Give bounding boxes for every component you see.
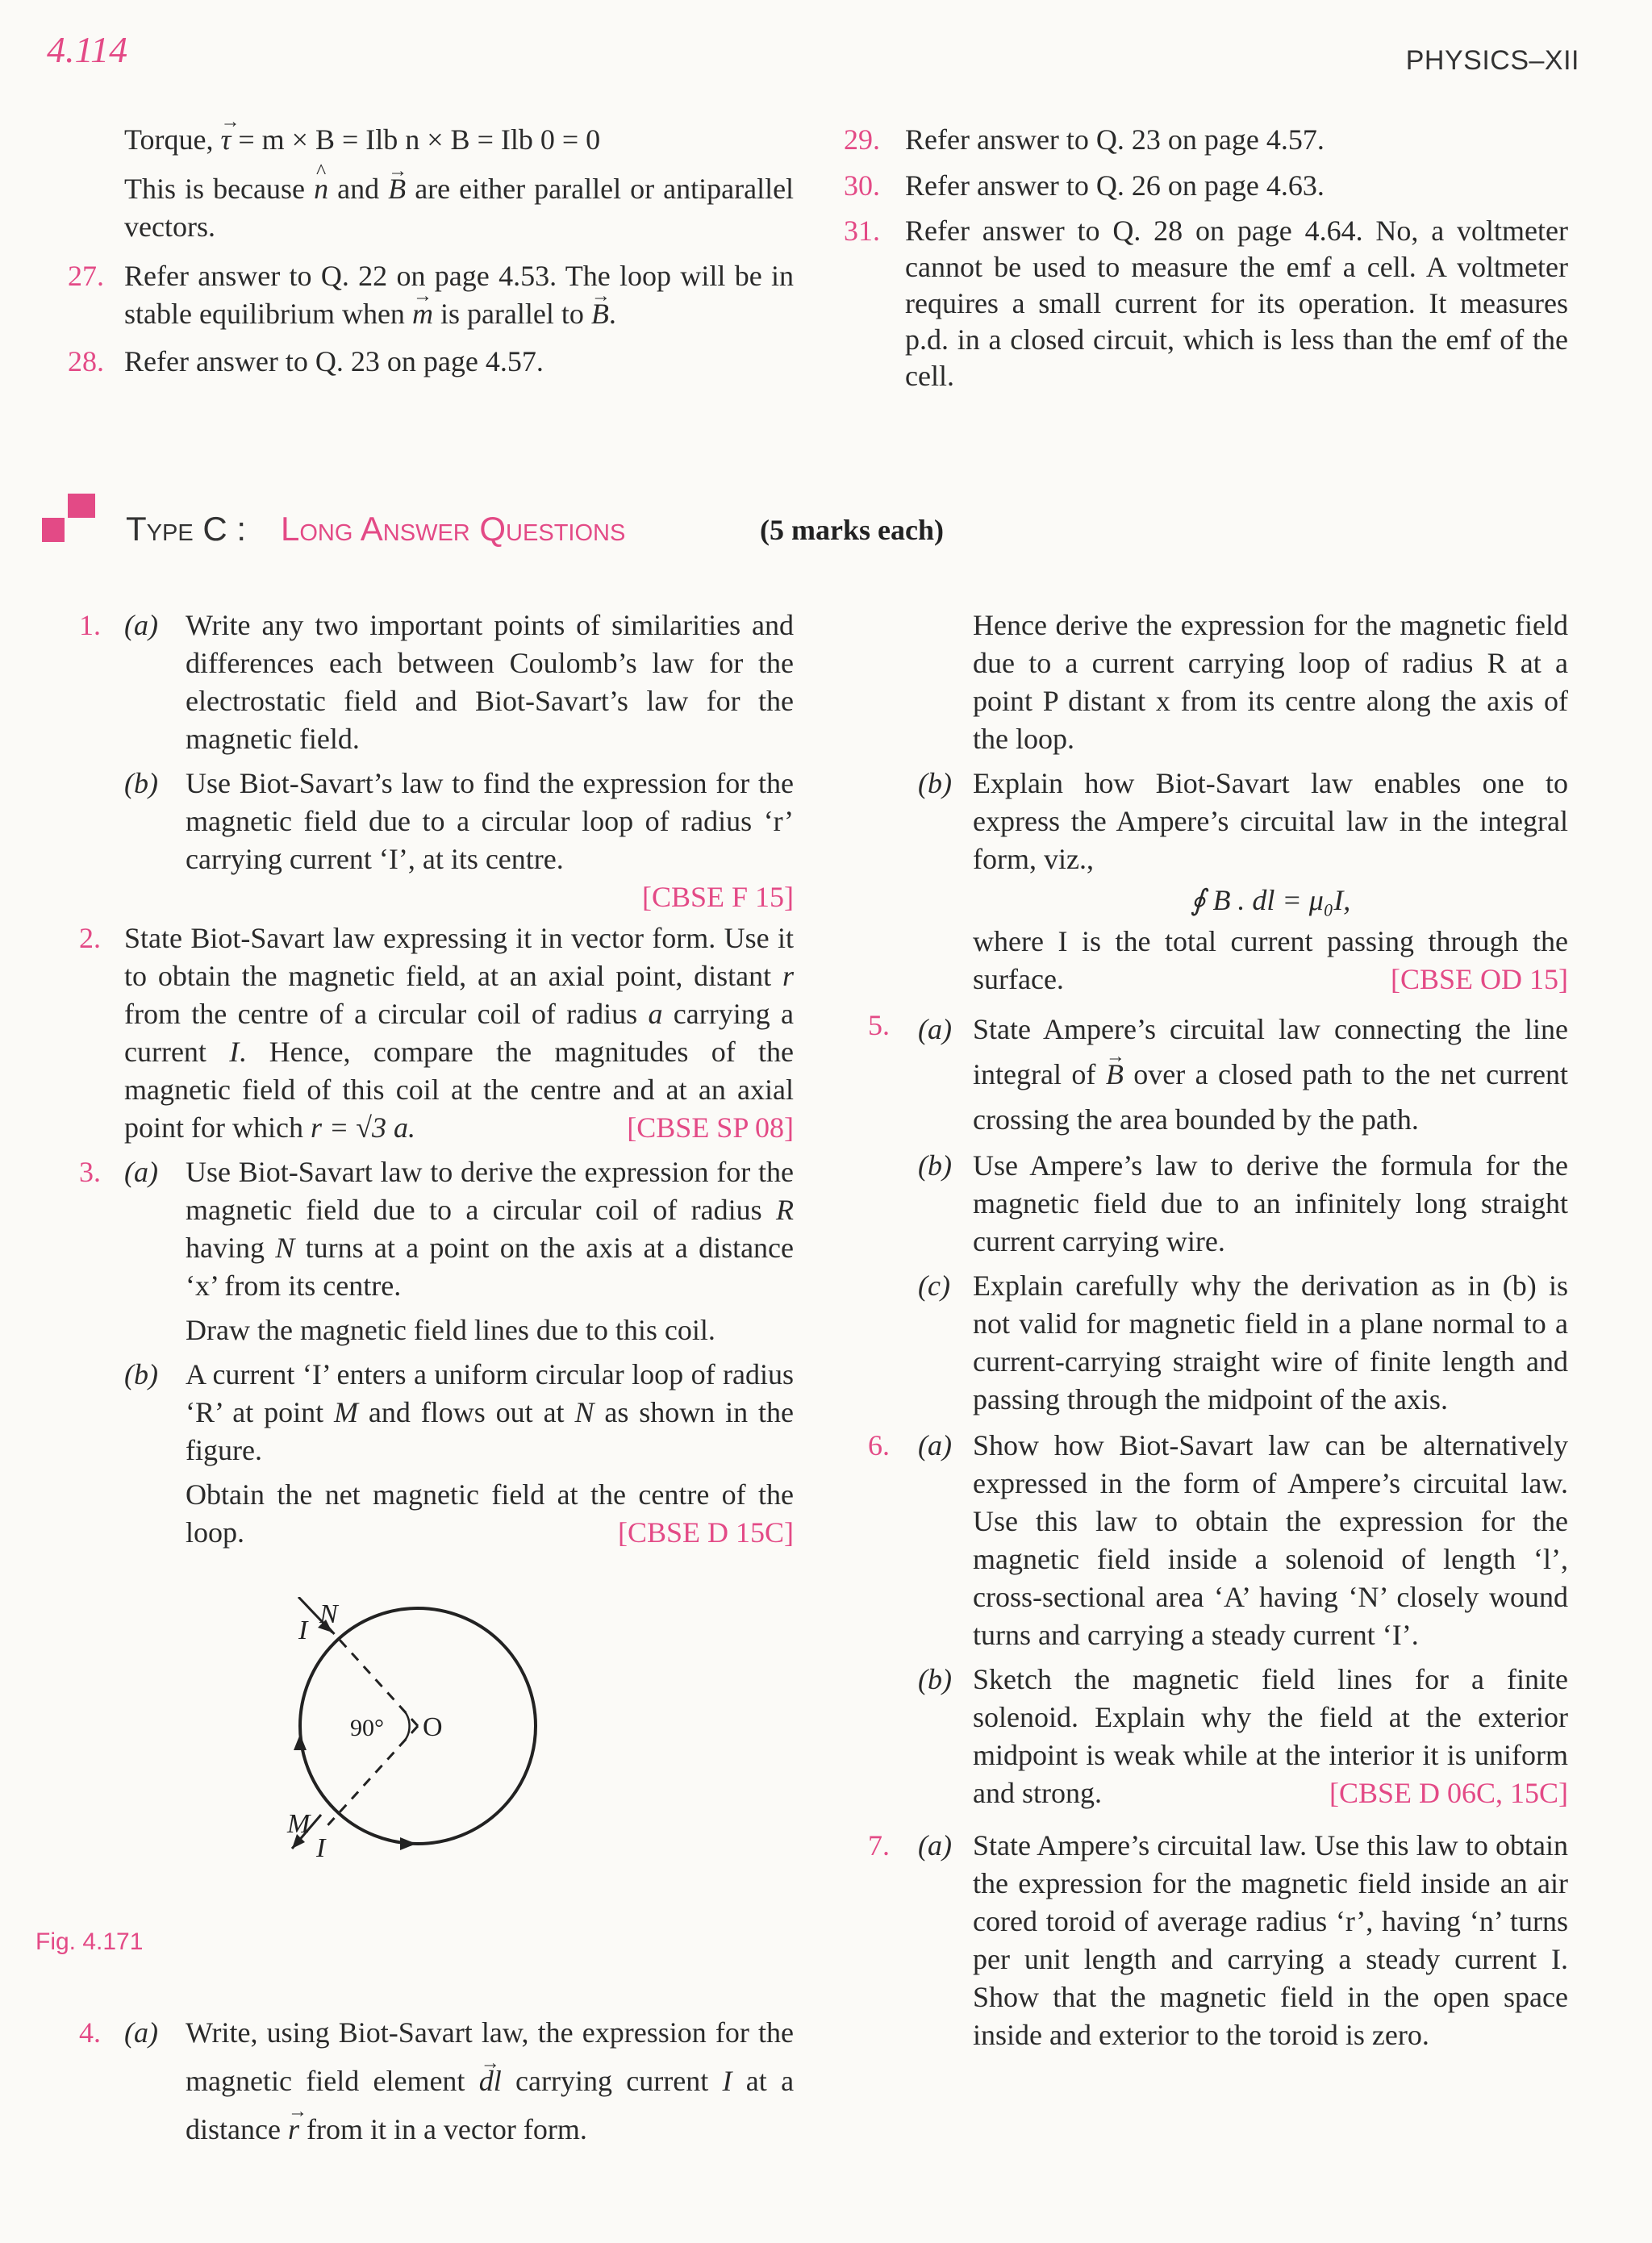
question-5: 5. (a) State Ampere’s circuital law connecting the line integral of → B over a closed path to the net current crossing the area bounded by the path. (b) Use Ampere’s law to derive the formula for the magnetic field due to an infinitely long straight current carrying wire. (c) Explain carefully why the derivation as in (b) is not valid for magnetic field in a plane normal to a current-carrying straight wire of finite length and passing through the midpoint of the axis. <box>868 1007 1568 1419</box>
running-head: PHYSICS–XII <box>1405 45 1579 76</box>
torque-line: Torque, → τ = m × B = Ilb n × B = Ilb 0 = 0 <box>124 121 794 159</box>
q31: 31. Refer answer to Q. 28 on page 4.64. No, a voltmeter cannot be used to measure the emf a cell. A voltmeter requires a small current for its operation. It measures p.d. in a closed circuit, which is less than the emf of the cell. <box>844 215 1568 392</box>
label-O: O <box>423 1712 443 1742</box>
question-1: 1. (a) Write any two important points of similarities and differences each between Coulomb’s law for the electrostatic field and Biot-Savart’s law for the magnetic field. (b) Use Biot-Savart’s law to find the expression for the magnetic field due to a circular loop of radius ‘r’ carrying current ‘I’, at its centre. [CBSE F 15] <box>79 607 794 916</box>
cbse-reference: [CBSE D 06C, 15C] <box>1329 1777 1568 1809</box>
cbse-reference: [CBSE OD 15] <box>1390 963 1568 995</box>
q27: 27. Refer answer to Q. 22 on page 4.53. The loop will be in stable equilibrium when → m is parallel to → B. <box>68 257 794 333</box>
left-column <box>79 607 794 1552</box>
circle-arrow-bottom <box>400 1837 416 1850</box>
angle-arc <box>402 1708 410 1744</box>
section-type-label: Type C : <box>126 510 247 548</box>
q29: 29. Refer answer to Q. 23 on page 4.57. <box>844 123 1325 156</box>
q30: 30. Refer answer to Q. 26 on page 4.63. <box>844 169 1325 202</box>
label-I-top: I <box>298 1616 308 1645</box>
right-column <box>868 607 1568 2054</box>
top-left-column <box>68 121 794 381</box>
figure-label: Fig. 4.171 <box>35 1928 144 1955</box>
section-marks: (5 marks each) <box>760 514 944 546</box>
question-3: 3. (a) Use Biot-Savart law to derive the expression for the magnetic field due to a circular coil of radius R having N turns at a point on the axis at a distance ‘x’ from its centre. Draw the magnetic field lines due to this coil. (b) A current ‘I’ enters a uniform circular loop of radius ‘R’ at point M and flows out at N as shown in the figure. Obtain the net magnetic field at the centre of the loop. [CBSE D 15C] <box>79 1153 794 1552</box>
label-I-bottom: I <box>316 1833 326 1863</box>
question-4-continued: Hence derive the expression for the magnetic field due to a current carrying loop of radius R at a point P distant x from its centre along the axis of the loop. <box>973 609 1568 755</box>
question-7: 7. (a) State Ampere’s circuital law. Use this law to obtain the expression for the magnetic field inside an air cored toroid of average radius ‘r’, having ‘n’ turns per unit length and carrying a steady current I. Show that the magnetic field in the open space inside and exterior to the toroid is zero. <box>868 1829 1568 2051</box>
question-2: 2. State Biot-Savart law expressing it in vector form. Use it to obtain the magnetic field, at an axial point, distant r from the centre of a circular coil of radius a carrying a current I. Hence, compare the magnitudes of the magnetic field of this coil at the centre and at an axial point for which r = √3 a. [CBSE SP 08] <box>79 919 794 1147</box>
top-right-column <box>844 121 1568 394</box>
section-marker-square <box>42 518 65 542</box>
question-6: 6. (a) Show how Biot-Savart law can be alternatively expressed in the form of Ampere’s circuital law. Use this law to obtain the expression for the magnetic field inside a solenoid of length ‘l’, cross-sectional area ‘A’ having ‘N’ closely wound turns and carrying a steady current ‘I’. (b) Sketch the magnetic field lines for a finite solenoid. Explain why the field at the exterior midpoint is weak while at the interior it is uniform and strong. [CBSE D 06C, 15C] <box>868 1427 1568 1812</box>
circular-loop-figure <box>274 1597 565 1873</box>
circular-loop-diagram <box>274 1597 565 1863</box>
label-N: N <box>319 1599 338 1629</box>
section-heading: Long Answer Questions <box>281 510 626 548</box>
label-M: M <box>287 1809 311 1839</box>
question-4: 4. (a) Write, using Biot-Savart law, the expression for the magnetic field element → dl carrying current I at a distance → r from it in a vector form. <box>79 2008 794 2153</box>
ampere-integral-equation: ∮ B . dl = μ₀I, <box>1190 884 1351 916</box>
torque-explain: This is because ^ n and → B are either parallel or antiparallel vectors. <box>124 170 794 246</box>
q28: 28. Refer answer to Q. 23 on page 4.57. <box>68 345 544 377</box>
question-4b: (b) Explain how Biot-Savart law enables one to express the Ampere’s circuital law in the integral form, viz., ∮ B . dl = μ₀I, where I is the total current passing through the surface. [CBSE OD 15] <box>868 765 1568 999</box>
page-number: 4.114 <box>47 29 128 70</box>
section-marker-square <box>68 494 95 518</box>
cbse-reference: [CBSE SP 08] <box>627 1111 794 1144</box>
cbse-reference: [CBSE F 15] <box>641 881 794 913</box>
cbse-reference: [CBSE D 15C] <box>617 1516 794 1549</box>
circle-arrow-left <box>294 1734 307 1750</box>
label-angle: 90° <box>350 1715 384 1741</box>
